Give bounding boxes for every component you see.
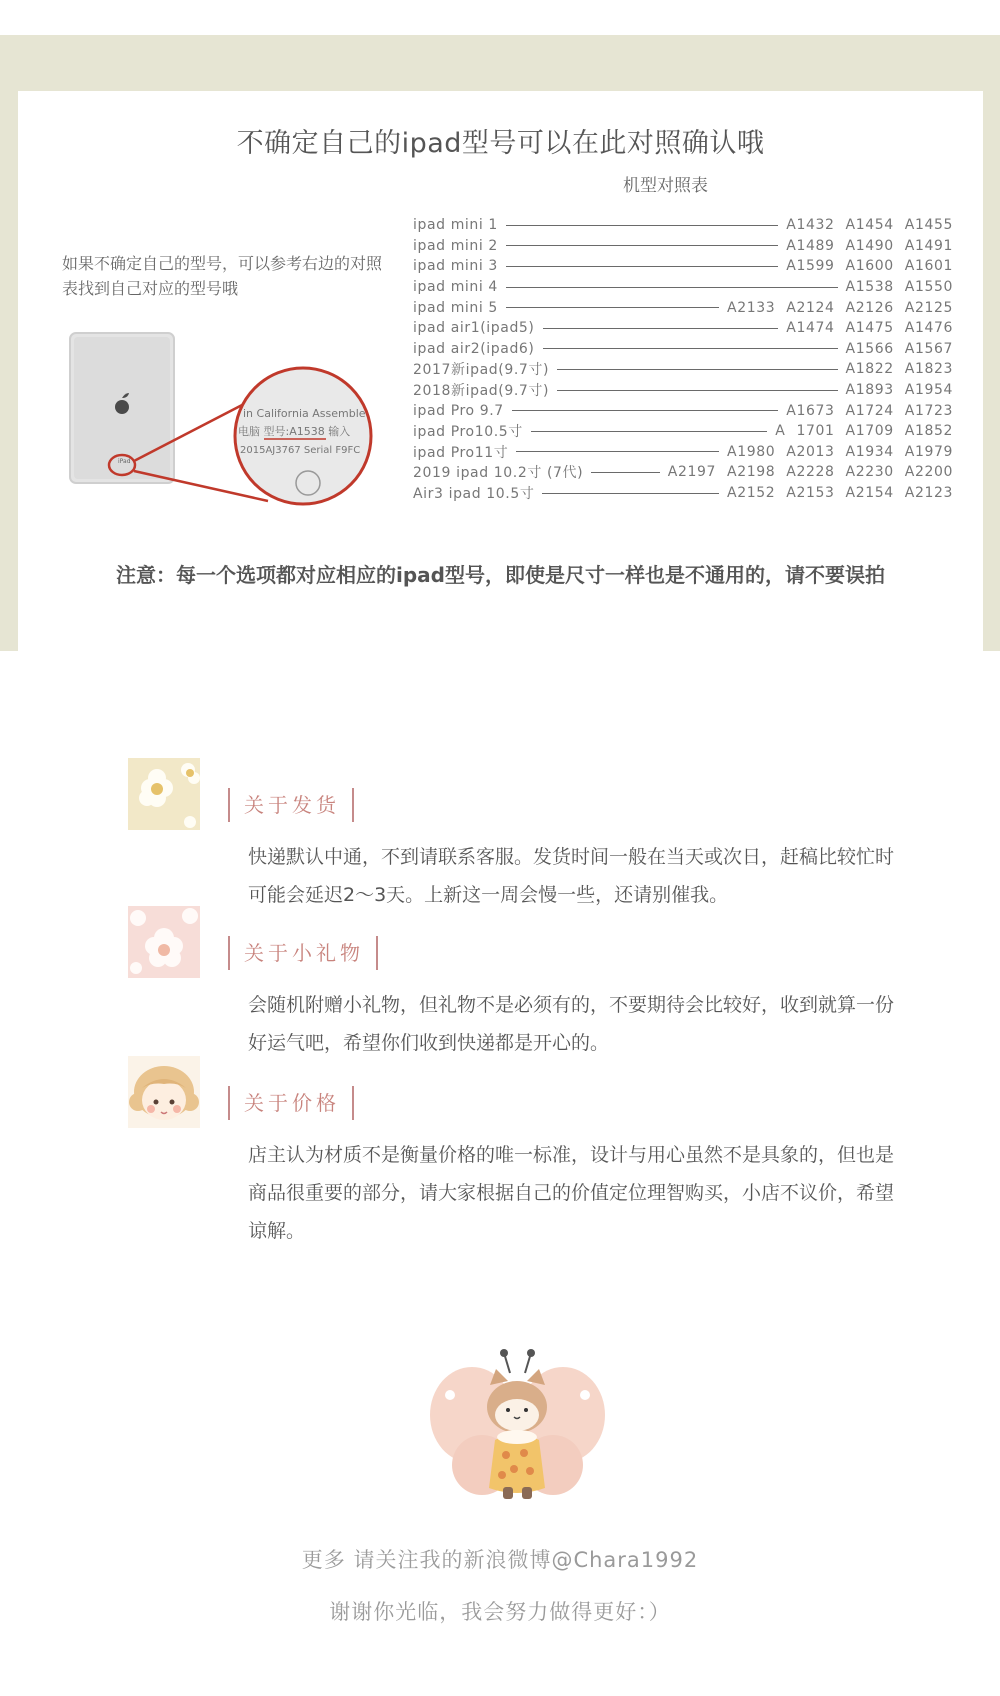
ipad-back-illustration: [68, 331, 378, 521]
footer-weibo-text: 更多 请关注我的新浪微博@Chara1992: [301, 1548, 699, 1572]
model-table: [413, 215, 953, 503]
girl-avatar-icon: [128, 1056, 200, 1128]
model-codes: A1980 A2013 A1934 A1979: [727, 443, 953, 460]
model-name: ipad air2(ipad6): [413, 340, 535, 357]
model-name: ipad mini 4: [413, 279, 498, 296]
model-row: [413, 483, 953, 504]
model-codes: A1673 A1724 A1723: [786, 402, 953, 419]
model-connector-line: [557, 390, 837, 391]
model-name: ipad mini 1: [413, 217, 498, 234]
model-connector-line: [591, 472, 660, 473]
section-pricing: [128, 1056, 908, 1242]
section-body-gifts: 会随机附赠小礼物，但礼物不是必须有的，不要期待会比较好，收到就算一份好运气吧，希望你们收到快递都是开心的。: [248, 994, 895, 1054]
model-codes: A 1701 A1709 A1852: [775, 423, 953, 440]
section-shipping: [128, 758, 908, 908]
section-gifts: [128, 906, 908, 1054]
model-row: [413, 400, 953, 421]
card-title: 不确定自己的ipad型号可以在此对照确认哦: [236, 128, 765, 159]
model-row: [413, 215, 953, 236]
model-connector-line: [557, 369, 837, 370]
model-name: ipad Pro 9.7: [413, 402, 504, 419]
model-row: [413, 297, 953, 318]
model-name: ipad mini 5: [413, 299, 498, 316]
table-heading: 机型对照表: [623, 176, 708, 196]
model-connector-line: [516, 451, 719, 452]
section-body-shipping: 快递默认中通，不到请联系客服。发货时间一般在当天或次日，赶稿比较忙时可能会延迟2～3天。上新这一周会慢一些，还请别催我。: [248, 846, 895, 906]
section-title-gifts: 关于小礼物: [228, 936, 378, 970]
model-codes: A1893 A1954: [845, 382, 953, 399]
model-name: ipad Pro10.5寸: [413, 424, 523, 441]
footer-thanks-text: 谢谢你光临，我会努力做得更好：）: [329, 1600, 671, 1624]
model-connector-line: [506, 266, 778, 267]
model-codes: A1822 A1823: [845, 361, 953, 378]
ipad-back-label: iPad: [118, 458, 131, 465]
model-row: [413, 277, 953, 298]
model-codes: A1599 A1600 A1601: [786, 258, 953, 275]
zoom-text-1: in California Assemble: [243, 407, 366, 420]
model-name: 2018新ipad(9.7寸): [413, 383, 550, 400]
model-name: ipad mini 2: [413, 237, 498, 254]
model-connector-line: [543, 348, 838, 349]
model-connector-line: [512, 410, 778, 411]
model-name: 2019 ipad 10.2寸 (7代): [413, 465, 584, 482]
model-connector-line: [506, 307, 719, 308]
help-text: 如果不确定自己的型号，可以参考右边的对照表找到自己对应的型号哦: [62, 254, 383, 298]
model-row: [413, 236, 953, 257]
model-row: [413, 256, 953, 277]
ipad-model-frame: [0, 35, 1000, 651]
model-row: [413, 339, 953, 360]
pink-flower-icon: [128, 906, 200, 978]
model-row: [413, 421, 953, 442]
section-body-pricing: 店主认为材质不是衡量价格的唯一标准，设计与用心虽然不是具象的，但也是商品很重要的部分，请大家根据自己的价值定位理智购买，小店不议价，希望谅解。: [248, 1144, 895, 1242]
model-name: ipad Pro11寸: [413, 444, 509, 461]
section-title-shipping: 关于发货: [228, 788, 354, 822]
model-connector-line: [531, 431, 767, 432]
model-codes: A1432 A1454 A1455: [786, 217, 953, 234]
model-row: [413, 442, 953, 463]
model-name: 2017新ipad(9.7寸): [413, 362, 550, 379]
model-name: ipad air1(ipad5): [413, 320, 535, 337]
model-codes: A2197 A2198 A2228 A2230 A2200: [667, 464, 953, 481]
cat-bee-mascot: [430, 1345, 605, 1510]
model-codes: A1538 A1550: [845, 279, 953, 296]
model-codes: A1489 A1490 A1491: [786, 237, 953, 254]
model-row: [413, 359, 953, 380]
section-title-pricing: 关于价格: [228, 1086, 354, 1120]
model-connector-line: [506, 225, 778, 226]
model-connector-line: [543, 328, 779, 329]
model-row: [413, 318, 953, 339]
ipad-model-card: [18, 91, 983, 667]
model-codes: A2133 A2124 A2126 A2125: [727, 299, 953, 316]
model-row: [413, 462, 953, 483]
model-codes: A1566 A1567: [845, 340, 953, 357]
model-connector-line: [542, 493, 719, 494]
model-name: ipad mini 3: [413, 258, 498, 275]
model-row: [413, 380, 953, 401]
notice-text: 注意：每一个选项都对应相应的ipad型号，即使是尺寸一样也是不通用的，请不要误拍: [116, 563, 885, 587]
model-codes: A2152 A2153 A2154 A2123: [727, 485, 953, 502]
flower-icon: [128, 758, 200, 830]
model-codes: A1474 A1475 A1476: [786, 320, 953, 337]
zoom-text-2: 电脑 型号:A1538 输入: [238, 425, 351, 438]
model-name: Air3 ipad 10.5寸: [413, 486, 535, 503]
model-connector-line: [506, 287, 838, 288]
model-connector-line: [506, 245, 778, 246]
zoom-text-3: 2015AJ3767 Serial F9FC: [240, 445, 361, 456]
